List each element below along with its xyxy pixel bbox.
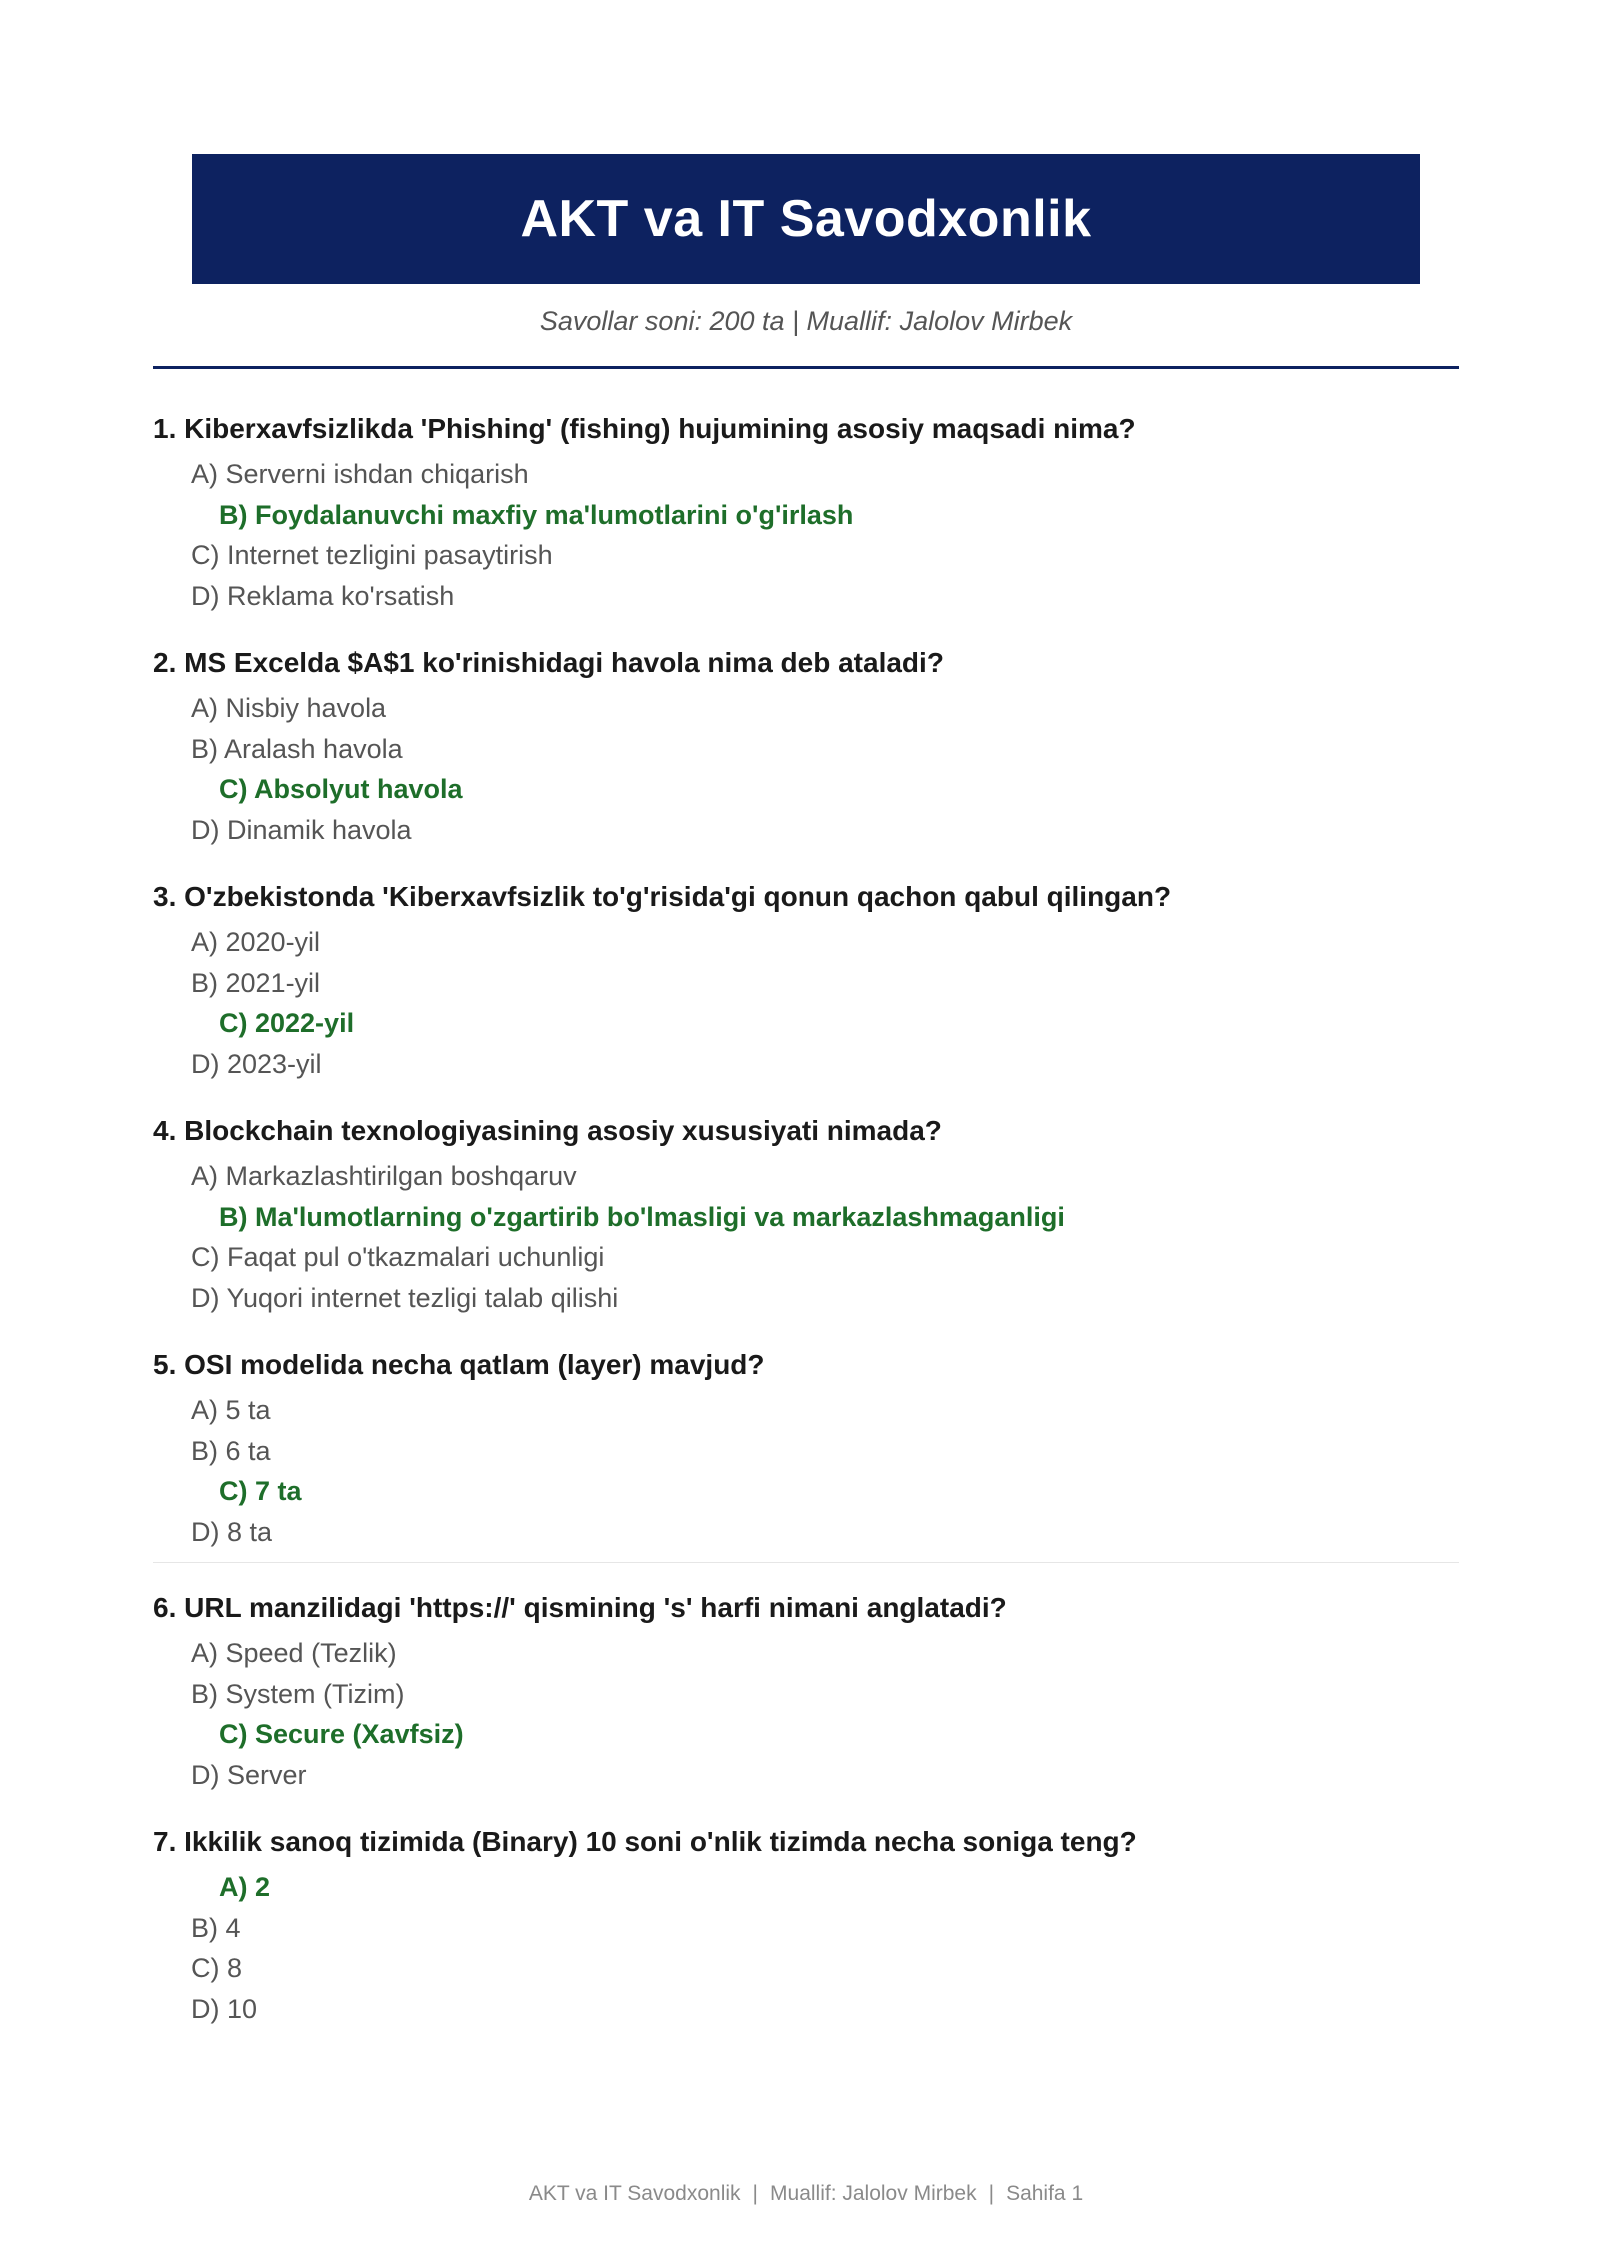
question-block <box>153 1589 1459 1795</box>
correct-answer-option: B) Ma'lumotlarning o'zgartirib bo'lmasligi va markazlashmaganligi <box>219 1201 1065 1232</box>
answer-option: D) 8 ta <box>191 1516 273 1547</box>
question-block <box>153 1346 1459 1552</box>
answer-option: A) Speed (Tezlik) <box>191 1638 397 1668</box>
page-footer <box>0 2182 1600 2206</box>
footer-separator: | <box>988 2182 995 2205</box>
question-text: 1. Kiberxavfsizlikda 'Phishing' (fishing) hujumining asosiy maqsadi nima? <box>153 413 1136 444</box>
footer-author: Muallif: Jalolov Mirbek <box>770 2182 977 2205</box>
correct-answer-option: C) 2022-yil <box>219 1008 355 1038</box>
answer-option: C) Faqat pul o'tkazmalari uchunligi <box>191 1242 605 1272</box>
answer-option: D) 10 <box>191 1993 258 2024</box>
correct-answer-option: C) 7 ta <box>219 1476 302 1506</box>
question-list <box>153 410 1459 2057</box>
header-divider <box>153 366 1459 369</box>
question-text: 4. Blockchain texnologiyasining asosiy xususiyati nimada? <box>153 1115 942 1146</box>
question-block <box>153 878 1459 1084</box>
document-subtitle: Savollar soni: 200 ta | Muallif: Jalolov Mirbek <box>539 306 1073 336</box>
document-title: AKT va IT Savodxonlik <box>520 190 1092 248</box>
answer-option: D) Reklama ko'rsatish <box>191 580 455 611</box>
correct-answer-option: C) Secure (Xavfsiz) <box>219 1719 464 1749</box>
answer-option: B) Aralash havola <box>191 733 403 764</box>
answer-option: A) Nisbiy havola <box>191 693 387 723</box>
question-text: 7. Ikkilik sanoq tizimida (Binary) 10 soni o'nlik tizimda necha soniga teng? <box>153 1826 1137 1857</box>
footer-page-number: Sahifa 1 <box>1006 2182 1084 2205</box>
correct-answer-option: B) Foydalanuvchi maxfiy ma'lumotlarini o'g'irlash <box>219 499 854 530</box>
question-block <box>153 1112 1459 1318</box>
question-block <box>153 410 1459 616</box>
answer-option: C) 8 <box>191 1953 243 1983</box>
answer-option: A) 5 ta <box>191 1395 271 1425</box>
section-divider <box>153 1562 1459 1563</box>
answer-option: B) 6 ta <box>191 1435 271 1466</box>
answer-option: B) System (Tizim) <box>191 1678 405 1709</box>
answer-option: A) Markazlashtirilgan boshqaruv <box>191 1161 577 1191</box>
answer-option: B) 4 <box>191 1912 241 1943</box>
answer-option: C) Internet tezligini pasaytirish <box>191 540 553 570</box>
question-block <box>153 644 1459 850</box>
answer-option: D) 2023-yil <box>191 1048 322 1079</box>
title-banner <box>192 154 1420 284</box>
answer-option: A) 2020-yil <box>191 927 321 957</box>
question-block <box>153 1823 1459 2029</box>
question-text: 5. OSI modelida necha qatlam (layer) mavjud? <box>153 1349 765 1380</box>
correct-answer-option: C) Absolyut havola <box>219 774 463 804</box>
answer-option: B) 2021-yil <box>191 967 321 998</box>
footer-title: AKT va IT Savodxonlik <box>528 2182 741 2205</box>
question-text: 2. MS Excelda $A$1 ko'rinishidagi havola nima deb ataladi? <box>153 647 944 678</box>
question-text: 3. O'zbekistonda 'Kiberxavfsizlik to'g'risida'gi qonun qachon qabul qilingan? <box>153 881 1172 912</box>
answer-option: D) Server <box>191 1759 307 1790</box>
footer-separator: | <box>752 2182 759 2205</box>
question-text: 6. URL manzilidagi 'https://' qismining 's' harfi nimani anglatadi? <box>153 1592 1007 1623</box>
correct-answer-option: A) 2 <box>219 1872 271 1902</box>
answer-option: A) Serverni ishdan chiqarish <box>191 459 529 489</box>
answer-option: D) Dinamik havola <box>191 814 412 845</box>
answer-option: D) Yuqori internet tezligi talab qilishi <box>191 1282 619 1313</box>
